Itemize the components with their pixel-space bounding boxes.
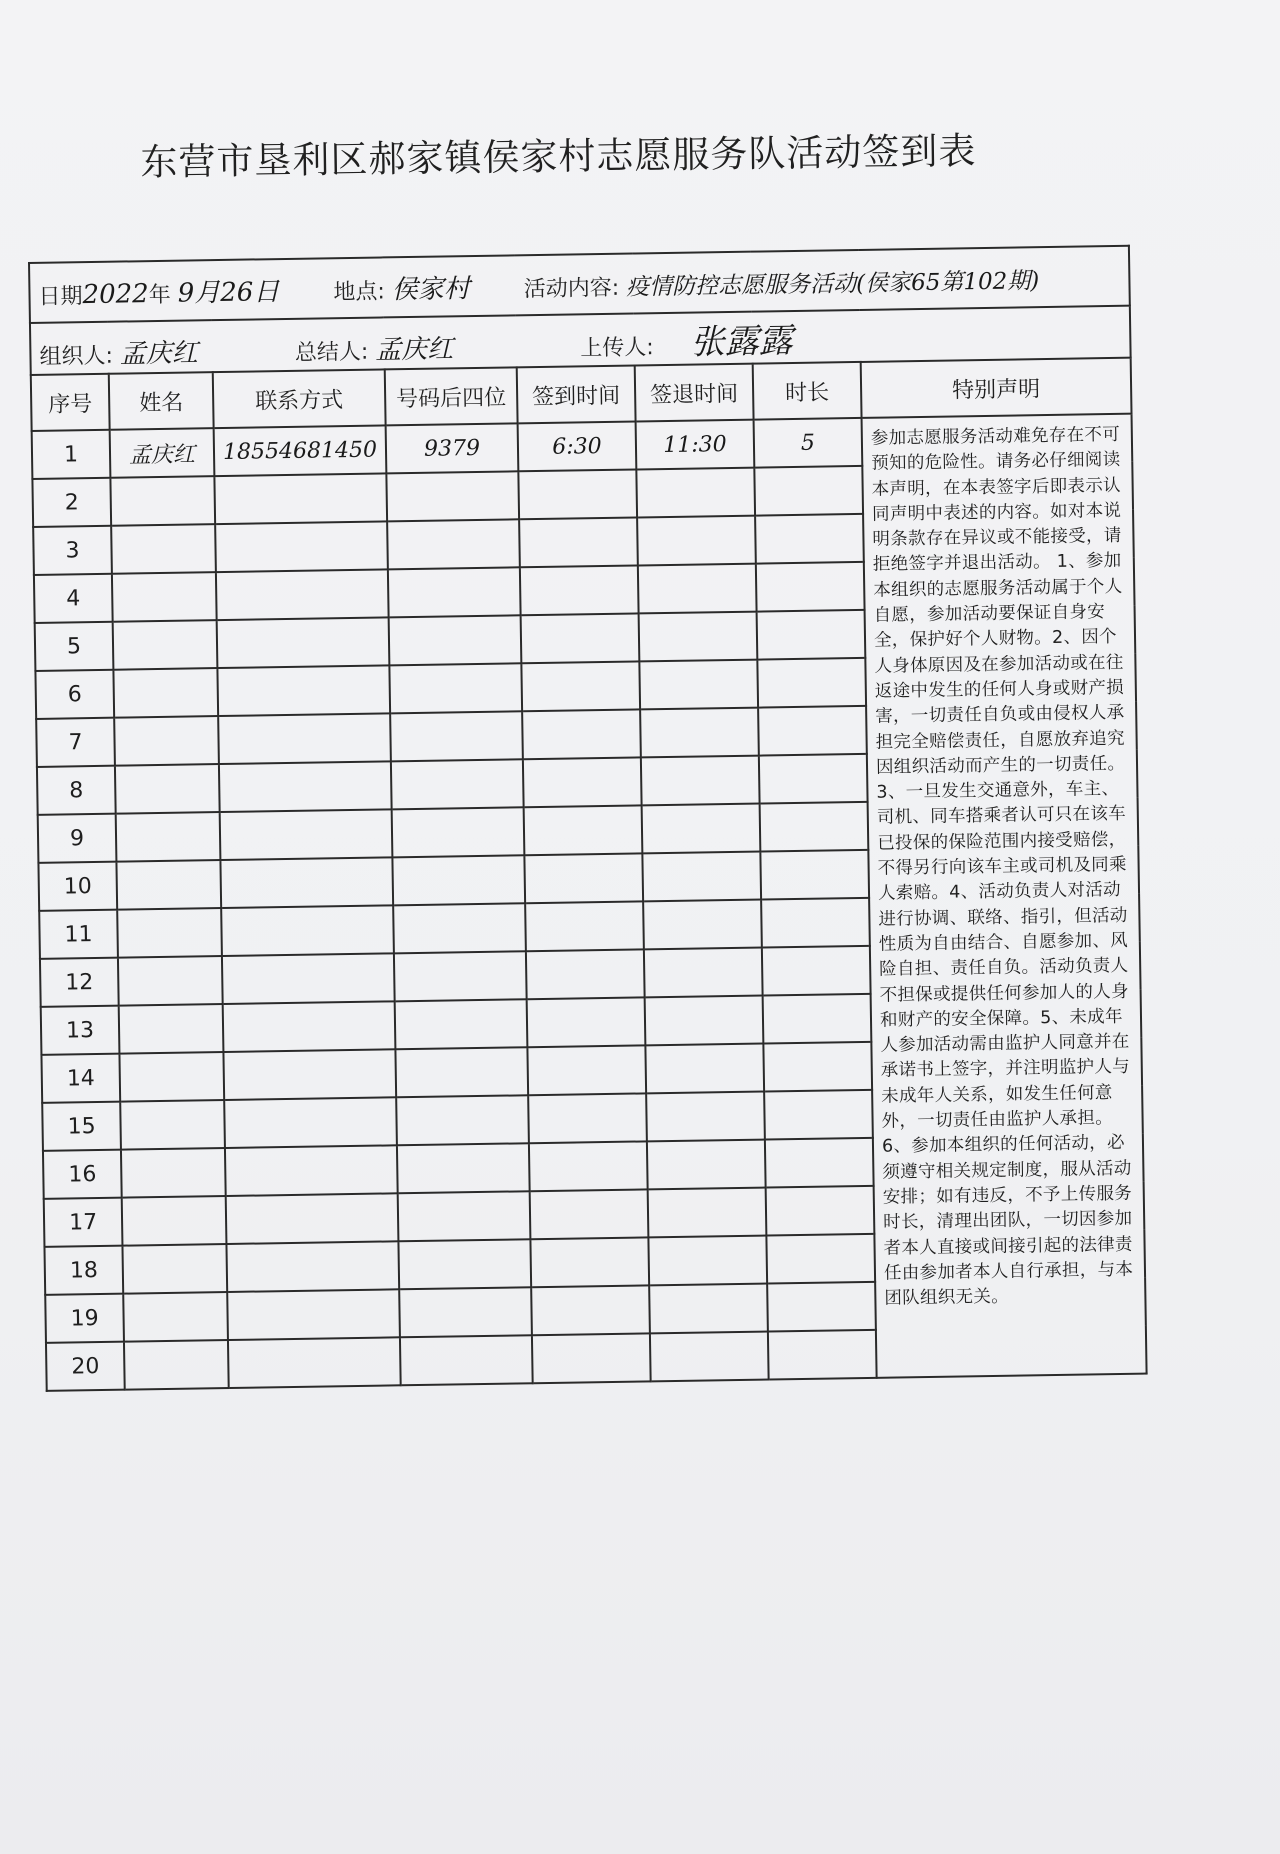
row-phone: [223, 1001, 396, 1052]
row-seq: 18: [44, 1246, 123, 1295]
content-label: 活动内容:: [523, 275, 620, 302]
row-sign-out: [645, 1044, 764, 1094]
row-name: [113, 668, 218, 718]
row-sign-out: [650, 1332, 769, 1382]
row-hours: [767, 1282, 876, 1332]
row-hours: [763, 1042, 872, 1092]
row-sign-in: [532, 1333, 651, 1383]
row-name: [110, 476, 215, 526]
row-phone: [217, 617, 390, 668]
row-hours: [758, 706, 867, 756]
row-seq: 16: [43, 1150, 122, 1199]
row-sign-in: [530, 1237, 649, 1287]
document-title: 东营市垦利区郝家镇侯家村志愿服务队活动签到表: [140, 129, 977, 184]
place-value: 侯家村: [391, 273, 470, 305]
row-sign-out: [648, 1236, 767, 1286]
row-phone: [218, 713, 391, 764]
row-name: [116, 812, 221, 862]
row-hours: [760, 802, 869, 852]
row-sign-out: [642, 804, 761, 854]
row-seq: 9: [38, 814, 117, 863]
row-hours: [766, 1186, 875, 1236]
row-last4: [392, 807, 525, 857]
row-seq: 17: [44, 1198, 123, 1247]
row-seq: 6: [35, 670, 114, 719]
row-sign-in: [528, 1093, 647, 1143]
row-phone: [226, 1241, 399, 1292]
row-name: [111, 524, 216, 574]
row-seq: 5: [35, 622, 114, 671]
row-name: [117, 908, 222, 958]
row-phone: [223, 1049, 396, 1100]
row-last4: [397, 1143, 530, 1193]
row-sign-in: [523, 757, 642, 807]
col-header-declaration: 特别声明: [861, 358, 1132, 418]
row-last4: [389, 615, 522, 665]
col-header-sign-in: 签到时间: [517, 365, 636, 423]
row-seq: 19: [45, 1294, 124, 1343]
content-value: 疫情防控志愿服务活动(侯家65第102期): [625, 267, 1040, 301]
row-name: [124, 1340, 229, 1390]
col-header-hours: 时长: [753, 362, 862, 420]
row-sign-in: [530, 1189, 649, 1239]
row-sign-out: [642, 852, 761, 902]
row-last4: 9379: [386, 423, 519, 473]
date-year-value: 2022: [82, 278, 149, 310]
row-name: [118, 956, 223, 1006]
organizer-label: 组织人:: [39, 343, 114, 370]
row-seq: 4: [34, 574, 113, 623]
row-last4: [387, 519, 520, 569]
row-name: [119, 1004, 224, 1054]
row-seq: 13: [41, 1006, 120, 1055]
row-sign-out: [641, 756, 760, 806]
declaration-cell: [862, 414, 1147, 1378]
row-name: [113, 620, 218, 670]
row-hours: 5: [754, 418, 863, 468]
place-label: 地点:: [333, 278, 385, 305]
row-name: [112, 572, 217, 622]
row-last4: [390, 711, 523, 761]
row-hours: [761, 898, 870, 948]
row-last4: [388, 567, 521, 617]
row-hours: [756, 562, 865, 612]
row-hours: [759, 754, 868, 804]
row-hours: [765, 1138, 874, 1188]
row-phone: [215, 521, 388, 572]
row-last4: [394, 951, 527, 1001]
row-hours: [754, 466, 863, 516]
row-sign-out: [648, 1188, 767, 1238]
row-name: [120, 1100, 225, 1150]
row-hours: [757, 658, 866, 708]
row-seq: 11: [39, 910, 118, 959]
row-sign-in: [526, 949, 645, 999]
row-last4: [398, 1191, 531, 1241]
row-sign-in: [531, 1285, 650, 1335]
row-phone: [217, 665, 390, 716]
row-sign-in: 6:30: [518, 421, 637, 471]
row-phone: [214, 473, 387, 524]
row-hours: [768, 1330, 877, 1380]
row-last4: [393, 903, 526, 953]
row-name: [122, 1196, 227, 1246]
sign-in-table: [28, 245, 1148, 1392]
row-name: [119, 1052, 224, 1102]
row-last4: [389, 663, 522, 713]
declaration-text: 参加志愿服务活动难免存在不可预知的危险性。请务必仔细阅读本声明，在本表签字后即表示认同声明中表述的内容。如对本说明条款存在异议或不能接受，请拒绝签字并退出活动。 1、参加本组织的志愿服务活动属于个人自愿，参加活动要保证自身安全，保护好个人财物。2、因个人身体原因及在参加活动或在往返途中发生的任何人身或财产损害，一切责任自负或由侵权人承担完全赔偿责任，自愿放弃追究因组织活动而产生的一切责任。3、一旦发生交通意外，车主、司机、同车搭乘者认可只在该车已投保的保险范围内接受赔偿，不得另行向该车主或司机及同乘人索赔。4、活动负责人对活动进行协调、联络、指引，但活动性质为自由结合、自愿参加、风险自担、责任自负。活动负责人不担保或提供任何参加人的人身和财产的安全保障。5、未成年人参加活动需由监护人同意并在承诺书上签字，并注明监护人与未成年人关系，如发生任何意外，一切责任由监护人承担。6、参加本组织的任何活动，必须遵守相关规定制度，服从活动安排；如有违反，不予上传服务时长，清理出团队，一切因参加者本人直接或间接引起的法律责任由参加者本人自行承担，与本团队组织无关。: [870, 424, 1134, 1309]
row-phone: 18554681450: [214, 425, 387, 476]
row-sign-in: [519, 517, 638, 567]
row-phone: [220, 809, 393, 860]
row-name: [122, 1244, 227, 1294]
row-phone: [225, 1145, 398, 1196]
row-phone: [222, 953, 395, 1004]
row-seq: 14: [41, 1054, 120, 1103]
row-phone: [219, 761, 392, 812]
row-phone: [228, 1337, 401, 1388]
col-header-seq: 序号: [31, 374, 110, 431]
row-name: [115, 764, 220, 814]
row-hours: [763, 994, 872, 1044]
row-hours: [764, 1090, 873, 1140]
col-header-sign-out: 签退时间: [635, 364, 754, 422]
row-hours: [762, 946, 871, 996]
row-last4: [396, 1095, 529, 1145]
row-sign-in: [529, 1141, 648, 1191]
col-header-last4: 号码后四位: [385, 367, 518, 425]
row-seq: 15: [42, 1102, 121, 1151]
row-phone: [227, 1289, 400, 1340]
row-sign-out: [639, 660, 758, 710]
row-sign-out: 11:30: [636, 420, 755, 470]
row-sign-out: [638, 564, 757, 614]
row-seq: 3: [33, 526, 112, 575]
row-hours: [757, 610, 866, 660]
row-seq: 10: [38, 862, 117, 911]
row-sign-out: [645, 996, 764, 1046]
row-sign-out: [636, 468, 755, 518]
row-phone: [220, 857, 393, 908]
row-name: 孟庆红: [110, 428, 215, 478]
date-month-day-value: 9月26日: [177, 276, 280, 309]
uploader-value: 张露露: [690, 320, 793, 363]
row-sign-out: [639, 612, 758, 662]
col-header-contact: 联系方式: [213, 369, 386, 428]
row-phone: [221, 905, 394, 956]
col-header-name: 姓名: [109, 372, 214, 430]
row-hours: [760, 850, 869, 900]
row-last4: [386, 471, 519, 521]
row-sign-in: [524, 853, 643, 903]
row-seq: 12: [40, 958, 119, 1007]
row-sign-in: [527, 1045, 646, 1095]
row-last4: [400, 1335, 533, 1385]
row-last4: [391, 759, 524, 809]
row-seq: 7: [36, 718, 115, 767]
summarizer-label: 总结人:: [294, 339, 369, 366]
row-sign-out: [637, 516, 756, 566]
row-seq: 2: [32, 478, 111, 527]
row-phone: [224, 1097, 397, 1148]
row-seq: 8: [37, 766, 116, 815]
row-sign-out: [647, 1140, 766, 1190]
row-sign-out: [649, 1284, 768, 1334]
row-sign-in: [525, 901, 644, 951]
uploader-label: 上传人:: [580, 334, 654, 361]
row-sign-in: [518, 469, 637, 519]
row-sign-in: [527, 997, 646, 1047]
date-year-suffix: 年: [148, 282, 171, 308]
summarizer-value: 孟庆红: [375, 333, 454, 366]
row-last4: [395, 1047, 528, 1097]
row-name: [116, 860, 221, 910]
row-sign-out: [643, 900, 762, 950]
row-last4: [395, 999, 528, 1049]
organizer-value: 孟庆红: [119, 337, 199, 370]
row-name: [121, 1148, 226, 1198]
row-hours: [766, 1234, 875, 1284]
row-sign-out: [646, 1092, 765, 1142]
row-last4: [392, 855, 525, 905]
row-last4: [398, 1239, 531, 1289]
row-seq: 1: [32, 430, 111, 479]
row-name: [123, 1292, 228, 1342]
row-hours: [755, 514, 864, 564]
row-phone: [226, 1193, 399, 1244]
row-sign-in: [522, 709, 641, 759]
row-sign-in: [524, 805, 643, 855]
row-sign-in: [521, 613, 640, 663]
row-last4: [399, 1287, 532, 1337]
row-sign-out: [640, 708, 759, 758]
row-sign-in: [521, 661, 640, 711]
row-sign-out: [644, 948, 763, 998]
row-name: [114, 716, 219, 766]
date-label: 日期: [38, 283, 83, 310]
row-sign-in: [520, 565, 639, 615]
row-seq: 20: [46, 1342, 125, 1391]
sign-in-form: [28, 245, 1148, 1532]
row-phone: [216, 569, 389, 620]
